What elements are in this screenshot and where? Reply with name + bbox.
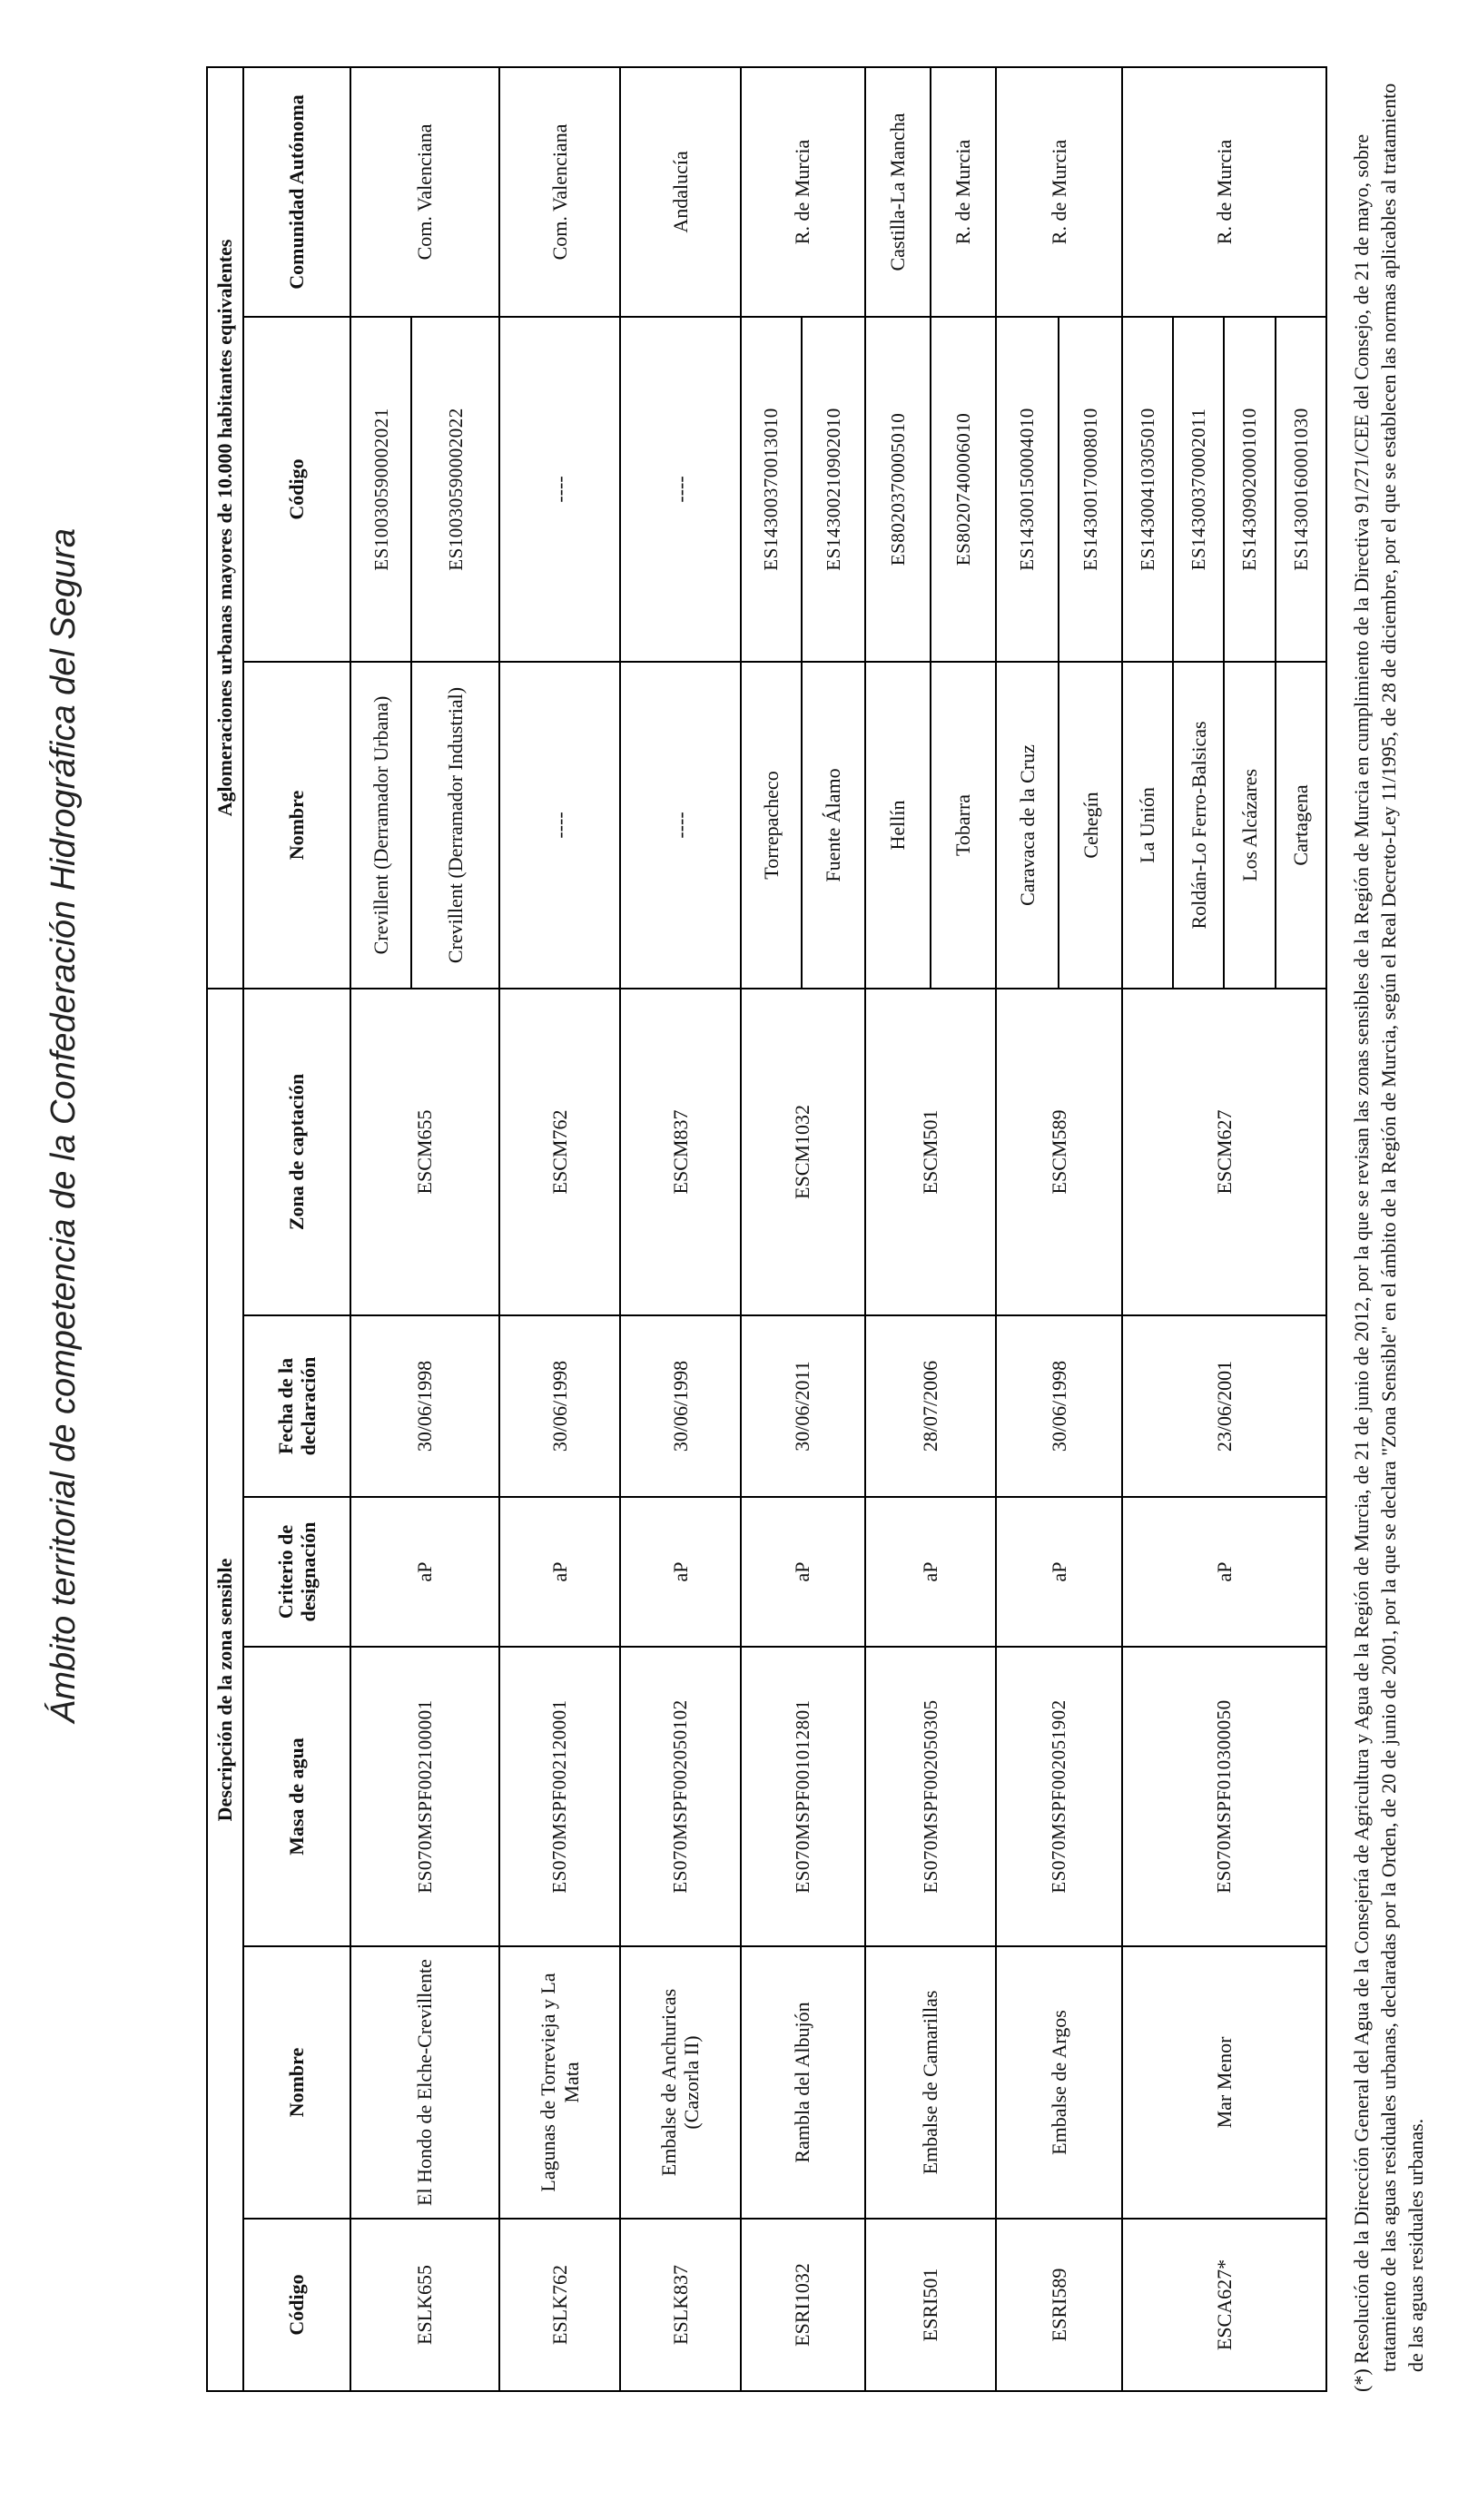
water-body: ES070MSPF002051902 [996, 1647, 1122, 1946]
water-body: ES070MSPF001012801 [741, 1647, 865, 1946]
declaration-date: 28/07/2006 [865, 1315, 996, 1497]
table-row [865, 67, 931, 2391]
zone-code: ESLK762 [499, 2219, 620, 2391]
agglomeration-code: ES14300150004010 [996, 317, 1059, 662]
autonomous-community: R. de Murcia [996, 67, 1122, 317]
designation-criterion: aP [620, 1497, 741, 1647]
table-row [499, 67, 620, 2391]
agglomeration-code: ---- [620, 317, 741, 662]
designation-criterion: aP [865, 1497, 996, 1647]
agglomeration-name: Crevillent (Derramador Urbana) [350, 662, 411, 989]
table-row [741, 67, 802, 2391]
agglomeration-name: Crevillent (Derramador Industrial) [411, 662, 499, 989]
zone-code: ESLK655 [350, 2219, 499, 2391]
water-body: ES070MSPF010300050 [1122, 1647, 1326, 1946]
autonomous-community: R. de Murcia [931, 67, 996, 317]
agglomeration-code: ES14300370002011 [1173, 317, 1224, 662]
column-header-water-body: Masa de agua [243, 1647, 350, 1946]
agglomeration-name: Torrepacheco [741, 662, 802, 989]
designation-criterion: aP [996, 1497, 1122, 1647]
declaration-date: 30/06/1998 [499, 1315, 620, 1497]
zone-code: ESCA627* [1122, 2219, 1326, 2391]
zone-code: ESRI1032 [741, 2219, 865, 2391]
declaration-date: 30/06/1998 [350, 1315, 499, 1497]
autonomous-community: Com. Valenciana [499, 67, 620, 317]
catchment-zone: ESCM589 [996, 989, 1122, 1315]
agglomeration-code: ES14300170008010 [1059, 317, 1122, 662]
catchment-zone: ESCM837 [620, 989, 741, 1315]
autonomous-community: R. de Murcia [1122, 67, 1326, 317]
zone-name: El Hondo de Elche-Crevillente [350, 1946, 499, 2219]
designation-criterion: aP [741, 1497, 865, 1647]
agglomeration-name: Caravaca de la Cruz [996, 662, 1059, 989]
agglomeration-code: ---- [499, 317, 620, 662]
declaration-date: 30/06/2011 [741, 1315, 865, 1497]
rotated-page-content [206, 68, 1427, 2392]
agglomeration-name: Tobarra [931, 662, 996, 989]
table-row [996, 67, 1059, 2391]
table-row [1122, 67, 1173, 2391]
zone-name: Embalse de Anchuricas (Cazorla II) [620, 1946, 741, 2219]
agglomeration-code: ES14300160001030 [1276, 317, 1326, 662]
declaration-date: 23/06/2001 [1122, 1315, 1326, 1497]
column-header-catchment-zone: Zona de captación [243, 989, 350, 1315]
agglomeration-name: La Unión [1122, 662, 1173, 989]
agglomeration-code: ES8020370005010 [865, 317, 931, 662]
designation-criterion: aP [1122, 1497, 1326, 1647]
sensitive-zones-table [206, 66, 1327, 2392]
agglomeration-name: Hellín [865, 662, 931, 989]
zone-name: Mar Menor [1122, 1946, 1326, 2219]
agglomeration-code: ES14300410305010 [1122, 317, 1173, 662]
column-header-name: Nombre [243, 1946, 350, 2219]
agglomeration-name: ---- [620, 662, 741, 989]
designation-criterion: aP [499, 1497, 620, 1647]
group-header-agglomerations: Aglomeraciones urbanas mayores de 10.000 habitantes equivalentes [207, 67, 243, 989]
agglomeration-name: Fuente Álamo [802, 662, 865, 989]
column-header-code: Código [243, 2219, 350, 2391]
declaration-date: 30/06/1998 [620, 1315, 741, 1497]
catchment-zone: ESCM762 [499, 989, 620, 1315]
agglomeration-name: Cehegín [1059, 662, 1122, 989]
zone-name: Embalse de Argos [996, 1946, 1122, 2219]
agglomeration-code: ES10030590002021 [350, 317, 411, 662]
water-body: ES070MSPF002050102 [620, 1647, 741, 1946]
agglomeration-code: ES8020740006010 [931, 317, 996, 662]
agglomeration-name: Cartagena [1276, 662, 1326, 989]
declaration-date: 30/06/1998 [996, 1315, 1122, 1497]
autonomous-community: R. de Murcia [741, 67, 865, 317]
water-body: ES070MSPF002120001 [499, 1647, 620, 1946]
water-body: ES070MSPF002050305 [865, 1647, 996, 1946]
agglomeration-name: Roldán-Lo Ferro-Balsicas [1173, 662, 1224, 989]
water-body: ES070MSPF002100001 [350, 1647, 499, 1946]
catchment-zone: ESCM627 [1122, 989, 1326, 1315]
footnote: (*) Resolución de la Dirección General del Agua de la Consejería de Agricultura y Agua de la Región de Murcia, de 21 de junio de 2012, por la que se revisan las zonas sensibles de la Región de Murcia en cumplimiento de la Directiva 91/271/CEE del Consejo, de 21 de mayo, sobre tratamiento de las aguas residuales urbanas, declaradas por la Orden, de 20 de junio de 2001, por la que se declara "Zona Sensible" en el ámbito de la Región de Murcia, según el Real Decreto-Ley 11/1995, de 28 de diciembre, por el que se establecen las normas aplicables al tratamiento de las aguas residuales urbanas. [1350, 83, 1427, 2392]
column-header-agglomeration-code: Código [243, 317, 350, 662]
column-header-criterion: Criterio de designación [243, 1497, 350, 1647]
catchment-zone: ESCM501 [865, 989, 996, 1315]
zone-name: Rambla del Albujón [741, 1946, 865, 2219]
zone-code: ESLK837 [620, 2219, 741, 2391]
catchment-zone: ESCM655 [350, 989, 499, 1315]
group-header-zone-description: Descripción de la zona sensible [207, 989, 243, 2391]
column-header-autonomous-community: Comunidad Autónoma [243, 67, 350, 317]
column-header-agglomeration-name: Nombre [243, 662, 350, 989]
agglomeration-name: Los Alcázares [1224, 662, 1275, 989]
table-row [620, 67, 741, 2391]
autonomous-community: Castilla-La Mancha [865, 67, 931, 317]
agglomeration-name: ---- [499, 662, 620, 989]
table-row [350, 67, 411, 2391]
designation-criterion: aP [350, 1497, 499, 1647]
agglomeration-code: ES14309020001010 [1224, 317, 1275, 662]
page-title: Ámbito territorial de competencia de la Confederación Hidrográfica del Segura [44, 528, 83, 1723]
autonomous-community: Andalucía [620, 67, 741, 317]
zone-name: Lagunas de Torrevieja y La Mata [499, 1946, 620, 2219]
zone-code: ESRI589 [996, 2219, 1122, 2391]
zone-name: Embalse de Camarillas [865, 1946, 996, 2219]
catchment-zone: ESCM1032 [741, 989, 865, 1315]
column-header-declaration-date: Fecha de la declaración [243, 1315, 350, 1497]
autonomous-community: Com. Valenciana [350, 67, 499, 317]
agglomeration-code: ES14300370013010 [741, 317, 802, 662]
agglomeration-code: ES14300210902010 [802, 317, 865, 662]
zone-code: ESRI501 [865, 2219, 996, 2391]
agglomeration-code: ES10030590002022 [411, 317, 499, 662]
